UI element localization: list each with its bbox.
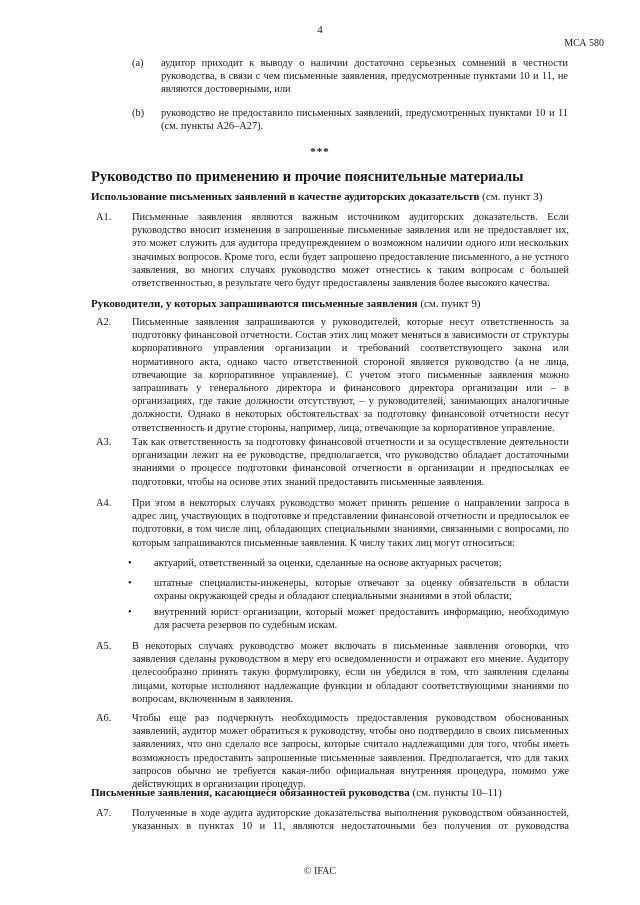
section-title: Руководство по применению и прочие пояснительные материалы: [91, 169, 524, 185]
paragraph-label: A1.: [96, 212, 112, 223]
subsection-heading: [91, 297, 571, 311]
paragraph-text: Письменные заявления запрашиваются у руководителей, которые несут ответственность за подготовку финансовой отчетности. Состав этих лиц может меняться в зависимости от структуры корпоративного управления организации и требований соответствующего закона или нормативного акта, однако часто ответственной стороной является руководство (а не лица, отвечающие за корпоративное управление). С учетом этого письменные заявления можно запрашивать у генерального директора и финансового директора организации или – в организациях, где такие должности отсутствуют, – у руководителей, занимающих аналогичные должности. Однако в некоторых обстоятельствах за подготовку финансовой отчетности несут ответственность и другие стороны, например, лица, отвечающие за корпоративное управление.: [132, 317, 569, 434]
paragraph-text: Полученные в ходе аудита аудиторские доказательства выполнения руководством обязанностей, указанных в пунктах 10 и 11, являются недостаточными без получения от руководства: [132, 808, 569, 833]
bullet-marker: •: [128, 578, 132, 589]
subsection-title: Использование письменных заявлений в качестве аудиторских доказательств: [91, 191, 480, 203]
bullet-marker: •: [128, 558, 132, 569]
list-item-label: (a): [132, 58, 144, 69]
bullet-text: внутренний юрист организации, который может предоставить информацию, необходимую для расчета резервов по судебным искам.: [154, 607, 569, 632]
subsection-ref: (см. пункт 3): [482, 191, 543, 203]
paragraph-text: Так как ответственность за подготовку финансовой отчетности и за осуществление деятельности организации лежит на ее руководстве, предполагается, что руководство обладает достаточными знаниями о процессе подготовки финансовой отчетности в организации и предпосылках ее подготовки, чтобы на основе этих знаний предоставить письменные заявления.: [132, 437, 569, 488]
subsection-title: Руководители, у которых запрашиваются письменные заявления: [91, 298, 418, 310]
section-separator: ***: [310, 146, 330, 158]
paragraph-label: A4.: [96, 498, 112, 509]
bullet-text: актуарий, ответственный за оценки, сделанные на основе актуарных расчетов;: [154, 558, 502, 569]
page-number: 4: [317, 24, 323, 36]
paragraph-label: A3.: [96, 437, 112, 448]
paragraph-label: A7.: [96, 808, 112, 819]
bullet-text: штатные специалисты-инженеры, которые отвечают за оценку обязательств в области охраны окружающей среды и обладают специальными знаниями в этой области;: [154, 578, 569, 603]
subsection-ref: (см. пункт 9): [420, 298, 481, 310]
list-item-label: (b): [132, 108, 145, 119]
subsection-title: Письменные заявления, касающиеся обязанностей руководства: [91, 787, 410, 799]
subsection-heading: [91, 190, 571, 204]
standard-code: МСА 580: [564, 38, 604, 49]
footer-copyright: © IFAC: [303, 866, 337, 877]
paragraph-label: A5.: [96, 641, 112, 652]
paragraph-text: В некоторых случаях руководство может включать в письменные заявления оговорки, что заявления сделаны руководством в меру его осведомленности и отражают его мнение. Аудитору целесообразно принять такую формулировку, если он убедился в том, что заявления сделаны лицами, которые исполняют надлежащие функции и обладают соответствующими знаниями по вопросам, включенным в заявления.: [132, 641, 569, 705]
bullet-marker: •: [128, 607, 132, 618]
paragraph-text: Письменные заявления являются важным источником аудиторских доказательств. Если руководство вносит изменения в запрошенные письменные заявления или не предоставляет их, это может служить для аудитора предупреждением о возможном наличии одного или нескольких значимых вопросов. Кроме того, если будет запрошено предоставление письменного, а не устного заявления, во многих случаях руководство может отнестись к таким вопросам с большей ответственностью, в результате чего будут предоставлены заявления более высокого качества.: [132, 212, 569, 290]
list-item-text: аудитор приходит к выводу о наличии достаточно серьезных сомнений в честности руководства, в связи с чем письменные заявления, предусмотренные пунктами 10 и 11, не являются достоверными, или: [161, 58, 568, 96]
paragraph-text: Чтобы еще раз подчеркнуть необходимость предоставления руководством обоснованных заявлений, аудитор может обратиться к руководству, чтобы оно подтвердило в своих письменных заявлениях, что оно сделало все запросы, которые считало надлежащими для того, чтобы иметь возможность предоставить запрошенные письменные заявления. Предполагается, что для таких запросов обычно не требуется какая-либо официальная внутренняя процедура, помимо уже действующих в организации процедур.: [132, 713, 569, 791]
paragraph-label: A2.: [96, 317, 112, 328]
paragraph-label: A6.: [96, 713, 112, 724]
subsection-ref: (см. пункты 10–11): [412, 787, 502, 799]
list-item-text: руководство не предоставило письменных заявлений, предусмотренных пунктами 10 и 11 (см. пункты А26–А27).: [161, 108, 568, 133]
paragraph-text: При этом в некоторых случаях руководство может принять решение о направлении запроса в адрес лиц, участвующих в подготовке и представлении финансовой отчетности и предпосылок ее подготовки, в том числе лиц, обладающих специальными знаниями, связанными с вопросами, по которым запрашиваются письменные заявления. К числу таких лиц могут относиться:: [132, 498, 569, 549]
subsection-heading: [91, 786, 571, 800]
